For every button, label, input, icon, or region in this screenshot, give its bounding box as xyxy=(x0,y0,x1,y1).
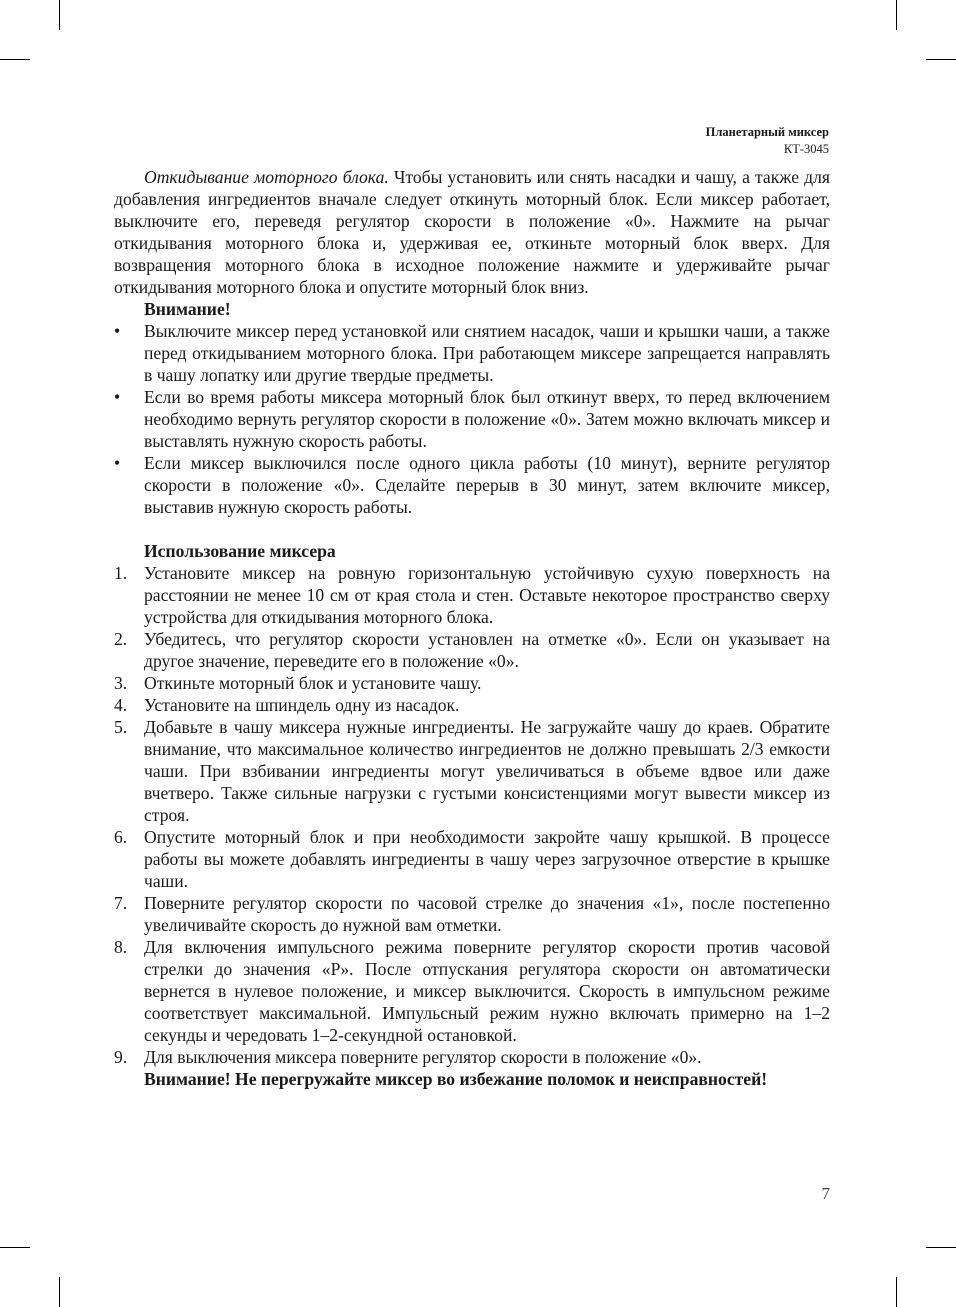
crop-mark xyxy=(896,1277,897,1307)
final-warning: Внимание! Не перегружайте миксер во избежание поломок и неисправностей! xyxy=(144,1069,768,1089)
crop-mark xyxy=(926,59,956,60)
page-number: 7 xyxy=(821,1184,830,1203)
warning-list xyxy=(114,320,830,518)
intro-text: Чтобы установить или снять насадки и чашу, а также для добавления ингредиентов вначале следует откинуть моторный блок. Если миксер работает, выключите его, переведя регулятор скорости в положение «0». Нажмите на рычаг откидывания моторного блока и, удерживая ее, откиньте моторный блок вверх. Для возвращения моторного блока в исходное положение нажмите и удерживайте рычаг откидывания моторного блока и опустите моторный блок вниз. xyxy=(114,167,830,297)
header-model: КТ-3045 xyxy=(783,142,829,156)
crop-mark xyxy=(0,59,30,60)
list-item: 3. Откиньте моторный блок и установите чашу. xyxy=(114,673,482,693)
list-item: 8. Для включения импульсного режима поверните регулятор скорости против часовой стрелки до значения «P». После отпускания регулятора скорости он автоматически вернется в нулевое положение, и миксер выключится. Скорость в импульсном режиме соответствует максимальной. Импульсный режим нужно включать примерно на 1–2 секунды и чередовать 1–2-секундной остановкой. xyxy=(114,937,830,1045)
running-header xyxy=(706,124,829,158)
usage-heading: Использование миксера xyxy=(144,541,336,561)
list-item: • Если миксер выключился после одного цикла работы (10 минут), верните регулятор скорости в положение «0». Сделайте перерыв в 30 минут, затем включите миксер, выставив нужную скорость работы. xyxy=(114,453,830,517)
crop-mark xyxy=(896,0,897,30)
list-item: • Выключите миксер перед установкой или снятием насадок, чаши и крышки чаши, а также перед откидыванием моторного блока. При работающем миксере запрещается направлять в чашу лопатку или другие твердые предметы. xyxy=(114,321,830,385)
crop-mark xyxy=(59,1277,60,1307)
bullet-marker: • xyxy=(114,321,121,341)
page-body xyxy=(114,166,830,1090)
list-item: 5. Добавьте в чашу миксера нужные ингредиенты. Не загружайте чашу до краев. Обратите внимание, что максимальное количество ингредиентов не должно превышать 2/3 емкости чаши. При взбивании ингредиенты могут увеличиваться в объеме вдвое или даже вчетверо. Также сильные нагрузки с густыми консистенциями могут вывести миксер из строя. xyxy=(114,717,830,825)
crop-mark xyxy=(0,1247,30,1248)
header-title: Планетарный миксер xyxy=(705,125,829,139)
attention-heading: Внимание! xyxy=(144,299,231,319)
list-item: 7. Поверните регулятор скорости по часовой стрелке до значения «1», после постепенно увеличивайте скорость до нужной вам отметки. xyxy=(114,893,830,935)
intro-paragraph xyxy=(114,166,830,298)
list-item: 1. Установите миксер на ровную горизонтальную устойчивую сухую поверхность на расстоянии не менее 10 см от края стола и стен. Оставьте некоторое пространство сверху устройства для откидывания моторного блока. xyxy=(114,563,830,627)
list-item: 9. Для выключения миксера поверните регулятор скорости в положение «0». xyxy=(114,1047,702,1067)
list-item: 4. Установите на шпиндель одну из насадок. xyxy=(114,695,460,715)
crop-mark xyxy=(926,1247,956,1248)
list-item: 2. Убедитесь, что регулятор скорости установлен на отметке «0». Если он указывает на другое значение, переведите его в положение «0». xyxy=(114,629,830,671)
intro-lead: Откидывание моторного блока. xyxy=(144,167,389,187)
bullet-marker: • xyxy=(114,453,121,473)
usage-steps xyxy=(114,562,830,1068)
bullet-marker: • xyxy=(114,387,121,407)
list-item: 6. Опустите моторный блок и при необходимости закройте чашу крышкой. В процессе работы вы можете добавлять ингредиенты в чашу через загрузочное отверстие в крышке чаши. xyxy=(114,827,830,891)
list-item: • Если во время работы миксера моторный блок был откинут вверх, то перед включением необходимо вернуть регулятор скорости в положение «0». Затем можно включать миксер и выставлять нужную скорость работы. xyxy=(114,387,830,451)
crop-mark xyxy=(59,0,60,30)
